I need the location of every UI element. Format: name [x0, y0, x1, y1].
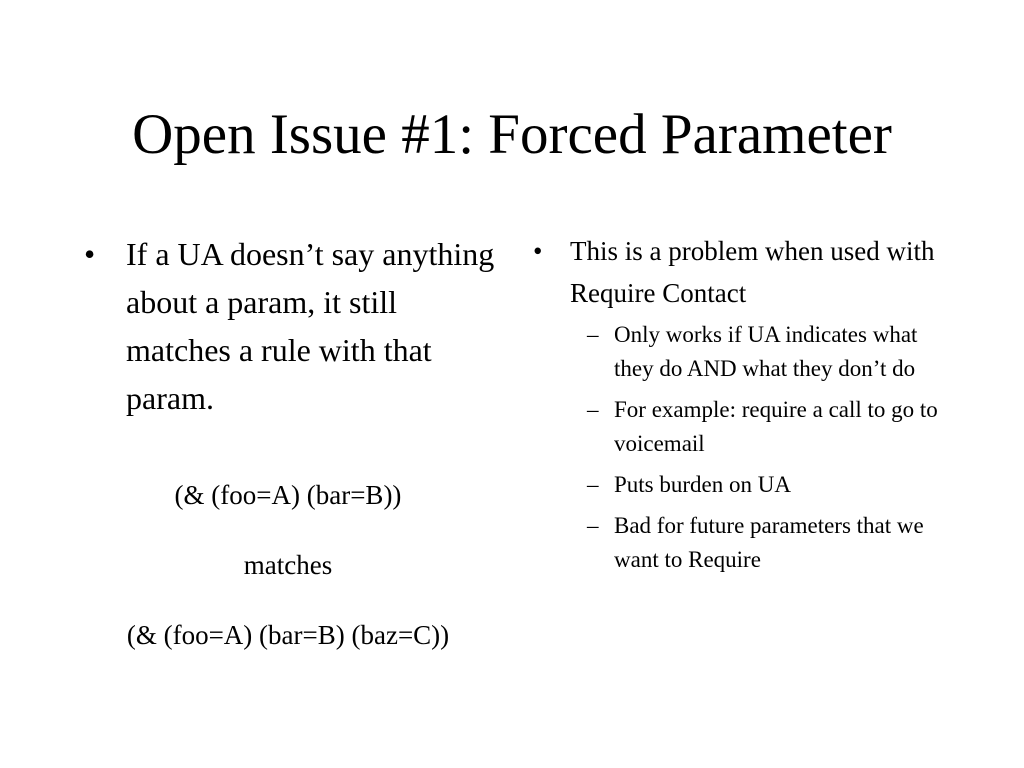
- right-bullet-item: [530, 230, 950, 314]
- left-column: [80, 230, 500, 422]
- right-bullet-text: This is a problem when used with Require Contact: [570, 236, 935, 308]
- sub-bullet-text: Only works if UA indicates what they do AND what they don’t do: [614, 322, 918, 381]
- dash-icon: –: [587, 472, 599, 497]
- sub-bullet-item: [530, 393, 950, 461]
- example-connector: matches: [243, 550, 333, 580]
- example-rule: (& (foo=A) (bar=B)): [174, 480, 402, 510]
- bullet-icon: •: [533, 236, 543, 266]
- dash-icon: –: [587, 513, 599, 538]
- sub-bullet-text: Bad for future parameters that we want to Require: [614, 513, 924, 572]
- left-bullet-item: [80, 230, 500, 422]
- sub-bullet-item: [530, 509, 950, 577]
- left-bullet-text: If a UA doesn’t say anything about a param, it still matches a rule with that param.: [126, 236, 495, 416]
- bullet-icon: •: [84, 236, 96, 272]
- sub-bullet-text: Puts burden on UA: [614, 472, 791, 497]
- right-column: [530, 230, 950, 584]
- dash-icon: –: [587, 397, 599, 422]
- sub-bullet-item: [530, 468, 950, 502]
- sub-bullet-text: For example: require a call to go to voicemail: [614, 397, 938, 456]
- slide-title: Open Issue #1: Forced Parameter: [132, 103, 892, 166]
- dash-icon: –: [587, 322, 599, 347]
- example-target: (& (foo=A) (bar=B) (baz=C)): [126, 620, 450, 650]
- sub-bullet-list: [530, 318, 950, 577]
- sub-bullet-item: [530, 318, 950, 386]
